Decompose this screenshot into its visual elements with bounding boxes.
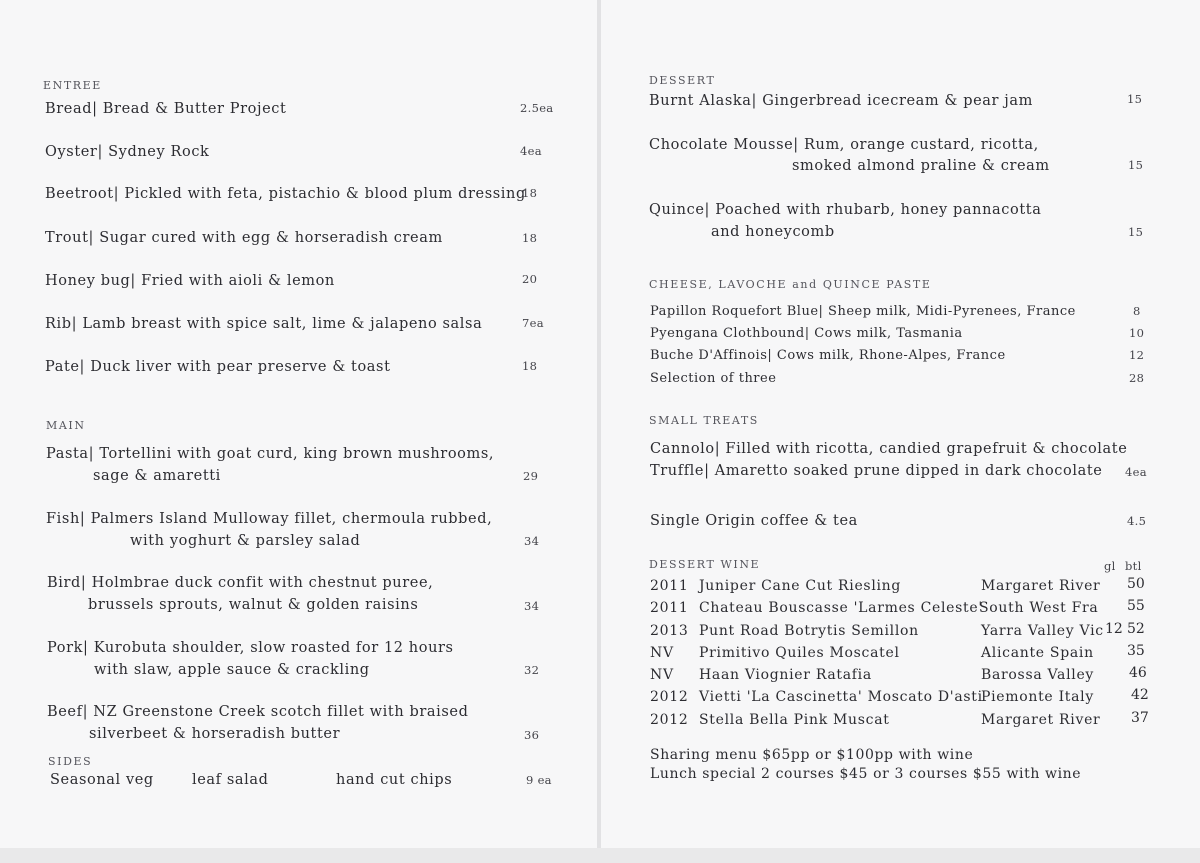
- dessert-heading: DESSERT: [649, 74, 716, 87]
- cheese-price: 10: [1129, 326, 1145, 340]
- menu-page-right: [601, 0, 1200, 848]
- wine-year: NV: [650, 645, 674, 661]
- cheese-price: 28: [1129, 371, 1145, 385]
- dessert-price: 15: [1128, 158, 1144, 172]
- main-price: 34: [524, 534, 540, 548]
- side-item: Seasonal veg: [50, 772, 154, 788]
- entree-heading: ENTREE: [43, 79, 102, 92]
- cheese-heading: CHEESE, LAVOCHE and QUINCE PASTE: [649, 278, 932, 291]
- wine-year: 2012: [650, 689, 689, 705]
- main-item-line1: Bird| Holmbrae duck confit with chestnut puree,: [47, 575, 434, 591]
- lunch-special-note: Lunch special 2 courses $45 or 3 courses $55 with wine: [650, 766, 1082, 782]
- wine-year: 2011: [650, 578, 689, 594]
- wine-region: Piemonte Italy: [981, 689, 1094, 705]
- entree-price: 18: [522, 231, 538, 245]
- wine-region: Barossa Valley: [981, 667, 1095, 683]
- main-price: 34: [524, 599, 540, 613]
- wine-name: Primitivo Quiles Moscatel: [699, 645, 900, 661]
- wine-btl-price: 35: [1127, 643, 1145, 659]
- wine-region: Alicante Spain: [981, 645, 1094, 661]
- dessert-item-line1: Burnt Alaska| Gingerbread icecream & pear jam: [649, 93, 1033, 109]
- entree-item: Bread| Bread & Butter Project: [45, 101, 287, 117]
- dessert-price: 15: [1128, 225, 1144, 239]
- main-price: 36: [524, 728, 540, 742]
- entree-item: Pate| Duck liver with pear preserve & toast: [45, 359, 391, 375]
- wine-name: Chateau Bouscasse 'Larmes Celeste': [699, 600, 983, 616]
- main-item-line1: Beef| NZ Greenstone Creek scotch fillet with braised: [47, 704, 469, 720]
- wine-name: Haan Viognier Ratafia: [699, 667, 872, 683]
- entree-price: 2.5ea: [520, 101, 554, 115]
- cheese-price: 8: [1133, 304, 1141, 318]
- main-heading: MAIN: [46, 419, 86, 432]
- main-price: 32: [524, 663, 540, 677]
- entree-item: Trout| Sugar cured with egg & horseradish cream: [45, 230, 443, 246]
- wine-btl-price: 50: [1127, 576, 1145, 592]
- wine-btl-price: 37: [1131, 710, 1149, 726]
- cheese-item: Selection of three: [650, 371, 777, 386]
- main-item-line2: sage & amaretti: [93, 468, 221, 484]
- wine-year: 2013: [650, 623, 689, 639]
- entree-item: Oyster| Sydney Rock: [45, 144, 210, 160]
- side-item: hand cut chips: [336, 772, 453, 788]
- entree-item: Honey bug| Fried with aioli & lemon: [45, 273, 335, 289]
- entree-price: 7ea: [522, 316, 544, 330]
- cheese-item: Buche D'Affinois| Cows milk, Rhone-Alpes, France: [650, 348, 1006, 363]
- entree-price: 18: [522, 186, 538, 200]
- dessert-item-line2: smoked almond praline & cream: [792, 158, 1050, 174]
- cheese-price: 12: [1129, 348, 1145, 362]
- cheese-item: Papillon Roquefort Blue| Sheep milk, Midi-Pyrenees, France: [650, 304, 1076, 319]
- wine-name: Juniper Cane Cut Riesling: [699, 578, 902, 594]
- scan-background: [0, 848, 1200, 863]
- wine-name: Punt Road Botrytis Semillon: [699, 623, 919, 639]
- main-item-line2: with slaw, apple sauce & crackling: [94, 662, 370, 678]
- dessert-item-line1: Quince| Poached with rhubarb, honey pannacotta: [649, 202, 1042, 218]
- wine-year: 2011: [650, 600, 689, 616]
- entree-price: 4ea: [520, 144, 542, 158]
- treat-item: Truffle| Amaretto soaked prune dipped in dark chocolate: [650, 463, 1103, 479]
- sides-heading: SIDES: [48, 755, 93, 768]
- wine-region: Margaret River: [981, 578, 1101, 594]
- treat-item: Cannolo| Filled with ricotta, candied grapefruit & chocolate: [650, 441, 1128, 457]
- wine-btl-price: 52: [1127, 621, 1145, 637]
- entree-item: Beetroot| Pickled with feta, pistachio & blood plum dressing: [45, 186, 526, 202]
- coffee-item: Single Origin coffee & tea: [650, 513, 858, 529]
- entree-item: Rib| Lamb breast with spice salt, lime & jalapeno salsa: [45, 316, 483, 332]
- main-item-line1: Pasta| Tortellini with goat curd, king brown mushrooms,: [46, 446, 495, 462]
- wine-col-btl: btl: [1125, 559, 1142, 573]
- wine-name: Stella Bella Pink Muscat: [699, 712, 890, 728]
- main-item-line2: brussels sprouts, walnut & golden raisins: [88, 597, 419, 613]
- sides-price: 9 ea: [526, 773, 552, 787]
- dessert-item-line1: Chocolate Mousse| Rum, orange custard, ricotta,: [649, 137, 1039, 153]
- dessert-item-line2: and honeycomb: [711, 224, 835, 240]
- wine-gl-price: 12: [1105, 621, 1123, 637]
- wine-btl-price: 46: [1129, 665, 1147, 681]
- side-item: leaf salad: [192, 772, 269, 788]
- cheese-item: Pyengana Clothbound| Cows milk, Tasmania: [650, 326, 963, 341]
- entree-price: 20: [522, 272, 538, 286]
- main-item-line2: with yoghurt & parsley salad: [130, 533, 361, 549]
- dessert-price: 15: [1127, 92, 1143, 106]
- entree-price: 18: [522, 359, 538, 373]
- main-price: 29: [523, 469, 539, 483]
- wine-name: Vietti 'La Cascinetta' Moscato D'asti: [699, 689, 983, 705]
- wine-year: 2012: [650, 712, 689, 728]
- wine-region: Margaret River: [981, 712, 1101, 728]
- treats-heading: SMALL TREATS: [649, 414, 759, 427]
- wine-region: South West Fra: [979, 600, 1099, 616]
- wine-btl-price: 55: [1127, 598, 1145, 614]
- wine-col-gl: gl: [1104, 559, 1116, 573]
- coffee-price: 4.5: [1127, 514, 1147, 528]
- treats-price: 4ea: [1125, 465, 1147, 479]
- sharing-menu-note: Sharing menu $65pp or $100pp with wine: [650, 747, 974, 763]
- dessert-wine-heading: DESSERT WINE: [649, 558, 761, 571]
- wine-btl-price: 42: [1131, 687, 1149, 703]
- wine-year: NV: [650, 667, 674, 683]
- main-item-line1: Fish| Palmers Island Mulloway fillet, chermoula rubbed,: [46, 511, 493, 527]
- main-item-line1: Pork| Kurobuta shoulder, slow roasted for 12 hours: [47, 640, 454, 656]
- wine-region: Yarra Valley Vic: [981, 623, 1104, 639]
- menu-page-left: [0, 0, 597, 848]
- main-item-line2: silverbeet & horseradish butter: [89, 726, 341, 742]
